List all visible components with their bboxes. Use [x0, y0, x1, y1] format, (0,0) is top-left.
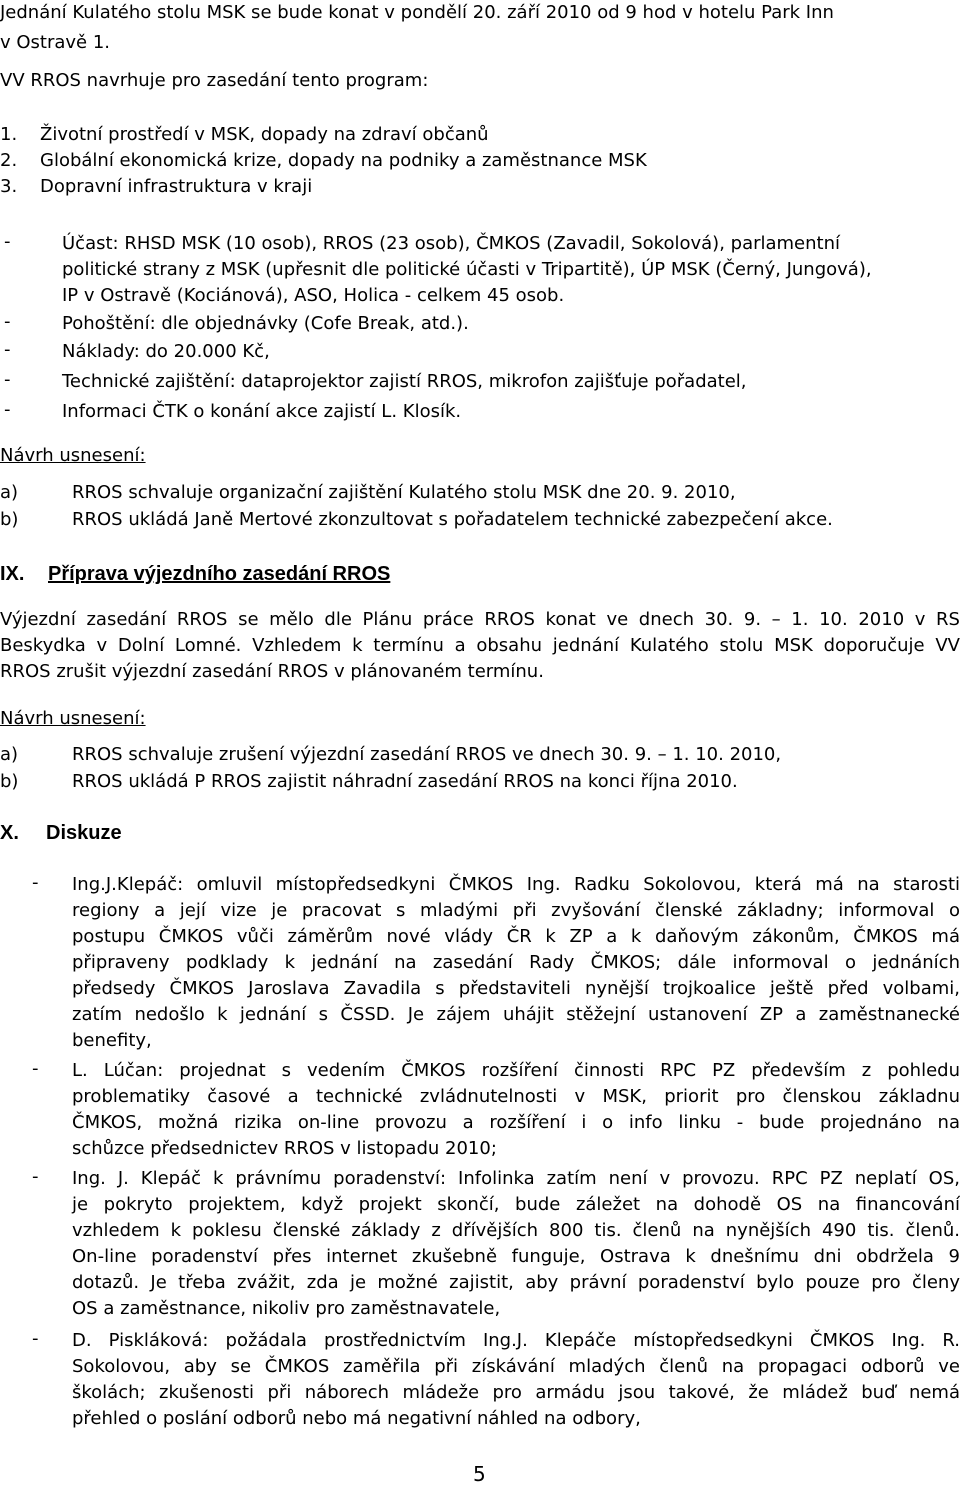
bullet-dash: -: [32, 1166, 39, 1187]
discussion-line: Ing.J.Klepáč: omluvil místopředsedkyni ČMKOS Ing. Radku Sokolovou, která má na starosti: [72, 874, 960, 895]
intro-line-1: Jednání Kulatého stolu MSK se bude konat v pondělí 20. září 2010 od 9 hod v hotelu Park Inn: [0, 2, 834, 23]
bullet-dash: -: [32, 872, 39, 893]
resolution-label: Návrh usnesení:: [0, 708, 146, 729]
page-number: 5: [473, 1462, 486, 1486]
program-number: 2.: [0, 150, 18, 171]
discussion-line: On-line poradenství přes internet zkušebně funguje, Ostrava k dnešnímu dni obdržela 9: [72, 1246, 960, 1267]
resolution-text: RROS schvaluje zrušení výjezdní zasedání RROS ve dnech 30. 9. – 1. 10. 2010,: [72, 744, 782, 765]
pohosteni: Pohoštění: dle objednávky (Cofe Break, atd.).: [62, 313, 469, 334]
discussion-line: připraveny podklady k jednání na zasedání Rady ČMKOS; dále informoval o jednáních: [72, 952, 960, 973]
discussion-line: je pokryto projektem, když projekt skončí, bude záležet na dohodě OS na financování: [72, 1194, 960, 1215]
program-number: 1.: [0, 124, 18, 145]
program-text: Globální ekonomická krize, dopady na podniky a zaměstnance MSK: [40, 150, 647, 171]
section-10-title: Diskuze: [46, 822, 122, 844]
discussion-line: problematiky časové a technické zvládnutelnosti v MSK, priorit pro členskou základnu: [72, 1086, 960, 1107]
discussion-line: předsedy ČMKOS Jaroslava Zavadila s představiteli nynější trojkoalice ještě před volbami,: [72, 978, 960, 999]
bullet-dash: -: [32, 1058, 39, 1079]
ucast-line-1: Účast: RHSD MSK (10 osob), RROS (23 osob), ČMKOS (Zavadil, Sokolová), parlamentní: [62, 233, 841, 254]
section-9-number: IX.: [0, 563, 25, 585]
section-10-number: X.: [0, 822, 19, 844]
section-9-para-line-1: Výjezdní zasedání RROS se mělo dle Plánu práce RROS konat ve dnech 30. 9. – 1. 10. 2010 v RS: [0, 609, 960, 630]
discussion-line-last: OS a zaměstnance, nikoliv pro zaměstnavatele,: [72, 1298, 501, 1319]
informaci: Informaci ČTK o konání akce zajistí L. Klosík.: [62, 401, 462, 422]
discussion-line: školách; zkušenosti při náborech mládeže pro armádu jsou takové, že mládež buď nemá: [72, 1382, 960, 1403]
section-9-para-line-2: Beskydka v Dolní Lomné. Vzhledem k termínu a obsahu jednání Kulatého stolu MSK doporučuje VV: [0, 635, 960, 656]
discussion-line: vzhledem k poklesu členské základy z dřívějších 800 tis. členů na nynějších 490 tis. členů.: [72, 1220, 960, 1241]
bullet-dash: -: [4, 339, 11, 360]
program-number: 3.: [0, 176, 18, 197]
resolution-label: Návrh usnesení:: [0, 445, 146, 466]
technicke: Technické zajištění: dataprojektor zajistí RROS, mikrofon zajišťuje pořadatel,: [62, 371, 747, 392]
discussion-line: regiony a její vize je pracovat s mladými při zvyšování členské základny; informoval o: [72, 900, 960, 921]
discussion-line: D. Piskláková: požádala prostřednictvím Ing.J. Klepáče místopředsedkyni ČMKOS Ing. R.: [72, 1330, 960, 1351]
resolution-letter: a): [0, 482, 19, 503]
naklady: Náklady: do 20.000 Kč,: [62, 341, 270, 362]
resolution-letter: b): [0, 509, 19, 530]
bullet-dash: -: [4, 369, 11, 390]
program-text: Dopravní infrastruktura v kraji: [40, 176, 313, 197]
bullet-dash: -: [32, 1328, 39, 1349]
program-text: Životní prostředí v MSK, dopady na zdraví občanů: [40, 124, 489, 145]
program-intro: VV RROS navrhuje pro zasedání tento program:: [0, 70, 429, 91]
intro-line-2: v Ostravě 1.: [0, 32, 111, 53]
discussion-line: Sokolovou, aby se ČMKOS zaměřila při získávání mladých členů na propagaci odborů ve: [72, 1356, 960, 1377]
discussion-line-last: benefity,: [72, 1030, 152, 1051]
discussion-line: L. Lúčan: projednat s vedením ČMKOS rozšíření činnosti RPC PZ především z pohledu: [72, 1060, 960, 1081]
bullet-dash: -: [4, 311, 11, 332]
resolution-letter: b): [0, 771, 19, 792]
ucast-line-2: politické strany z MSK (upřesnit dle politické účasti v Tripartitě), ÚP MSK (Černý, Jungová),: [62, 259, 872, 280]
discussion-line: postupu ČMKOS vůči záměrům nové vlády ČR k ZP a k daňovým zákonům, ČMKOS má: [72, 926, 960, 947]
resolution-letter: a): [0, 744, 19, 765]
section-9-title: Příprava výjezdního zasedání RROS: [48, 563, 391, 585]
discussion-line: zatím nedošlo k jednání s ČSSD. Je zájem uhájit stěžejní ustanovení ZP a zaměstnanecké: [72, 1004, 960, 1025]
bullet-dash: -: [4, 399, 11, 420]
discussion-line: Ing. J. Klepáč k právnímu poradenství: Infolinka zatím není v provozu. RPC PZ neplatí OS,: [72, 1168, 960, 1189]
ucast-line-3: IP v Ostravě (Kociánová), ASO, Holica - celkem 45 osob.: [62, 285, 565, 306]
discussion-line: ČMKOS, možná rizika on-line provozu a rozšíření i o info linku - bude projednáno na: [72, 1112, 960, 1133]
resolution-text: RROS ukládá P RROS zajistit náhradní zasedání RROS na konci října 2010.: [72, 771, 738, 792]
resolution-text: RROS ukládá Janě Mertové zkonzultovat s pořadatelem technické zabezpečení akce.: [72, 509, 833, 530]
discussion-line-last: schůzce předsednictev RROS v listopadu 2010;: [72, 1138, 497, 1159]
discussion-line-last: přehled o poslání odborů nebo má negativní náhled na odbory,: [72, 1408, 641, 1429]
section-9-para-line-3: RROS zrušit výjezdní zasedání RROS v plánovaném termínu.: [0, 661, 544, 682]
discussion-line: dotazů. Je třeba zvážit, zda je možné zajistit, aby právní poradenství bylo pouze pro členy: [72, 1272, 960, 1293]
resolution-text: RROS schvaluje organizační zajištění Kulatého stolu MSK dne 20. 9. 2010,: [72, 482, 736, 503]
bullet-dash: -: [4, 231, 11, 252]
